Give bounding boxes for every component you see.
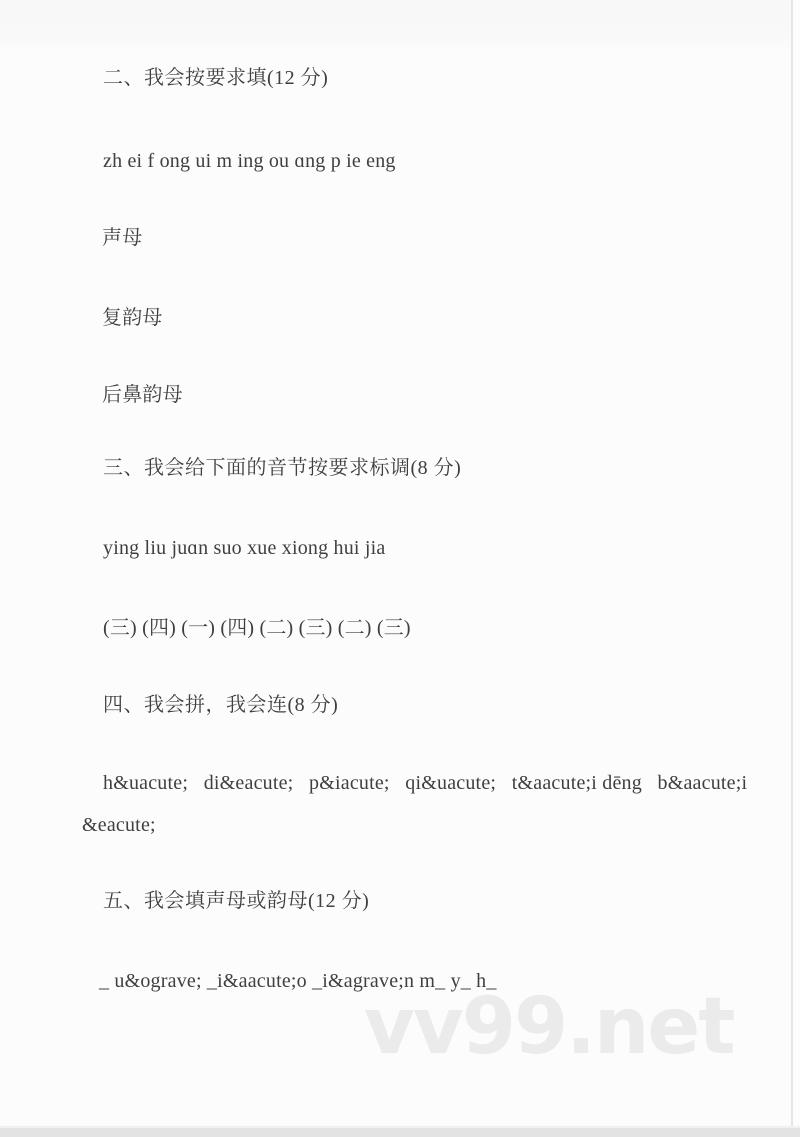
page-bottom-bar [0,1126,800,1137]
section-four-pinyin-line2: &eacute; [82,814,156,836]
section-five-heading: 五、我会填声母或韵母(12 分) [103,890,370,912]
section-three-syllables: ying liu juɑn suo xue xiong hui jia [103,537,386,559]
section-two-syllable-bank: zh ei f ong ui m ing ou ɑng p ie eng [103,150,396,172]
blank-label-shengmu: 声母 [102,227,143,249]
section-four-pinyin-line1: h&uacute; di&eacute; p&iacute; qi&uacute; t&aacute;i dēng b&aacute;i [103,772,748,794]
section-five-fill-blanks: _ u&ograve; _i&aacute;o _i&agrave;n m_ y_ h_ [99,970,497,992]
blank-label-houbiyunmu: 后鼻韵母 [102,384,183,406]
section-three-tone-answers: (三) (四) (一) (四) (二) (三) (二) (三) [103,617,411,639]
page-edge-line [791,0,793,1126]
section-four-heading: 四、我会拼，我会连(8 分) [103,694,339,716]
section-three-heading: 三、我会给下面的音节按要求标调(8 分) [103,457,462,479]
watermark-text: vv99.net [364,982,734,1072]
section-two-heading: 二、我会按要求填(12 分) [103,67,329,89]
blank-label-fuyunmu: 复韵母 [102,307,163,329]
page-right-margin [793,0,800,1126]
